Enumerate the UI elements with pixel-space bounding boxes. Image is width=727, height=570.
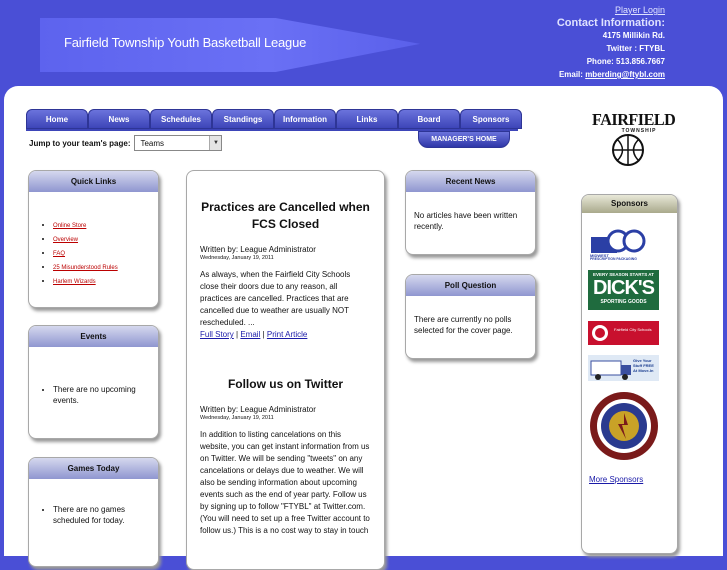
recent-news-box (405, 170, 536, 255)
tab-links[interactable]: Links (336, 109, 398, 129)
team-jump-label: Jump to your team's page: (29, 138, 131, 148)
link-separator: | (236, 330, 239, 339)
sponsor-moving-truck[interactable] (588, 355, 659, 381)
tab-board[interactable]: Board (398, 109, 460, 129)
link-faq[interactable]: FAQ (53, 251, 66, 257)
tab-news[interactable]: News (88, 109, 150, 129)
article-date: Wednesday, January 19, 2011 (200, 255, 274, 261)
article-title: Practices are Cancelled when FCS Closed (201, 200, 370, 231)
sponsor-text: EVERY SEASON STARTS AT (593, 272, 654, 277)
sponsors-title: Sponsors (582, 195, 677, 213)
email-article-link[interactable]: Email (240, 330, 261, 339)
poll-box (405, 274, 536, 359)
link-misunderstood-rules[interactable]: 25 Misunderstood Rules (53, 265, 118, 271)
article-practices (187, 199, 384, 341)
player-login-link[interactable]: Player Login (614, 5, 665, 15)
article-twitter (187, 376, 384, 537)
contact-address: 4175 Millikin Rd. (602, 31, 665, 40)
list-item (53, 233, 150, 246)
team-jump (29, 135, 222, 151)
fairfield-logo (590, 110, 676, 172)
events-title: Events (29, 326, 158, 347)
contact-email-line (557, 68, 665, 81)
contact-info (557, 5, 665, 81)
chevron-down-icon[interactable]: ▼ (209, 136, 221, 150)
sponsor-text: MIDWEST (590, 253, 609, 258)
games-today-title: Games Today (29, 458, 158, 479)
news-articles (186, 170, 385, 570)
link-harlem-wizards[interactable]: Harlem Wizards (53, 279, 96, 285)
link-separator: | (262, 330, 265, 339)
list-item (53, 247, 150, 260)
managers-home-button[interactable]: MANAGER'S HOME (418, 131, 510, 148)
article-title: Follow us on Twitter (227, 377, 344, 391)
recent-news-text: No articles have been written recently. (414, 211, 518, 231)
sponsor-fairfield-schools[interactable] (588, 321, 659, 345)
article-author: Written by: League Administrator (200, 405, 316, 414)
link-online-store[interactable]: Online Store (53, 223, 87, 229)
article-body: In addition to listing cancelations on this website, you can get instant information from us on Twitter. We will be sending "tweets" on any cancelations or delays due to weather. We will also be sending information about upcoming events such as the end of year party. Follow us by signing up to follow "FTYBL" at Twitter.com. (You will need to set up a free Twitter account to follow us.) This is a no cost way to stay in touch (200, 430, 370, 535)
games-empty-text: • There are no games scheduled for today. (53, 504, 150, 526)
sponsor-text: Fairfield City Schools (614, 327, 652, 332)
article-date: Wednesday, January 19, 2011 (200, 415, 274, 421)
site-title: Fairfield Township Youth Basketball League (64, 35, 307, 50)
link-overview[interactable]: Overview (53, 237, 79, 243)
tab-information[interactable]: Information (274, 109, 336, 129)
logo-word: FAIRFIELD (592, 110, 676, 129)
tab-standings[interactable]: Standings (212, 109, 274, 129)
email-label: Email: (558, 70, 583, 79)
quick-links-title: Quick Links (29, 171, 158, 192)
tab-sponsors[interactable]: Sponsors (460, 109, 522, 129)
events-empty-text: • There are no upcoming events. (53, 384, 150, 406)
union-seal-logo (588, 391, 660, 461)
sponsor-text: SPORTING GOODS (600, 299, 647, 305)
sponsor-dicks[interactable] (588, 270, 659, 310)
poll-text: There are currently no polls selected for the cover page. (414, 315, 513, 335)
team-select[interactable] (134, 135, 222, 151)
quick-links-list (37, 219, 150, 288)
team-select-value: Teams (140, 138, 165, 148)
logo-sub: TOWNSHIP (621, 128, 657, 134)
basketball-icon (604, 132, 684, 172)
fire-logo-icon (588, 321, 659, 345)
article-excerpt: As always, when the Fairfield City Schools close their doors due to any reason, all practices are cancelled. Practices that are cancelled due to weather are usually NOT rescheduled. ... (200, 270, 351, 327)
sponsor-midwest-prescription[interactable] (588, 229, 660, 263)
contact-phone: Phone: 513.856.7667 (586, 57, 665, 66)
sponsor-electrical-workers[interactable] (588, 391, 660, 461)
site-header (0, 0, 727, 95)
email-link[interactable]: mberding@ftybl.com (585, 70, 665, 79)
sponsor-text: DICK'S (593, 277, 654, 299)
print-article-link[interactable]: Print Article (266, 330, 308, 339)
poll-title: Poll Question (406, 275, 535, 296)
recent-news-title: Recent News (406, 171, 535, 192)
contact-heading: Contact Information: (556, 17, 665, 29)
list-item (53, 261, 150, 274)
tab-schedules[interactable]: Schedules (150, 109, 212, 129)
full-story-link[interactable]: Full Story (200, 330, 234, 339)
games-today-box (28, 457, 159, 567)
quick-links-box (28, 170, 159, 308)
list-item (53, 219, 150, 232)
main-nav (26, 109, 522, 129)
article-links (200, 329, 371, 341)
article-author: Written by: League Administrator (200, 245, 316, 254)
list-item (53, 275, 150, 288)
sponsor-text: Give Your Stuff FREE At Move-In (633, 358, 654, 373)
events-box (28, 325, 159, 439)
tab-home[interactable]: Home (26, 109, 88, 129)
contact-twitter: Twitter : FTYBL (606, 44, 665, 53)
sponsor-text: PRESCRIPTION PACKAGING (590, 257, 637, 261)
more-sponsors-link[interactable]: More Sponsors (589, 475, 644, 484)
